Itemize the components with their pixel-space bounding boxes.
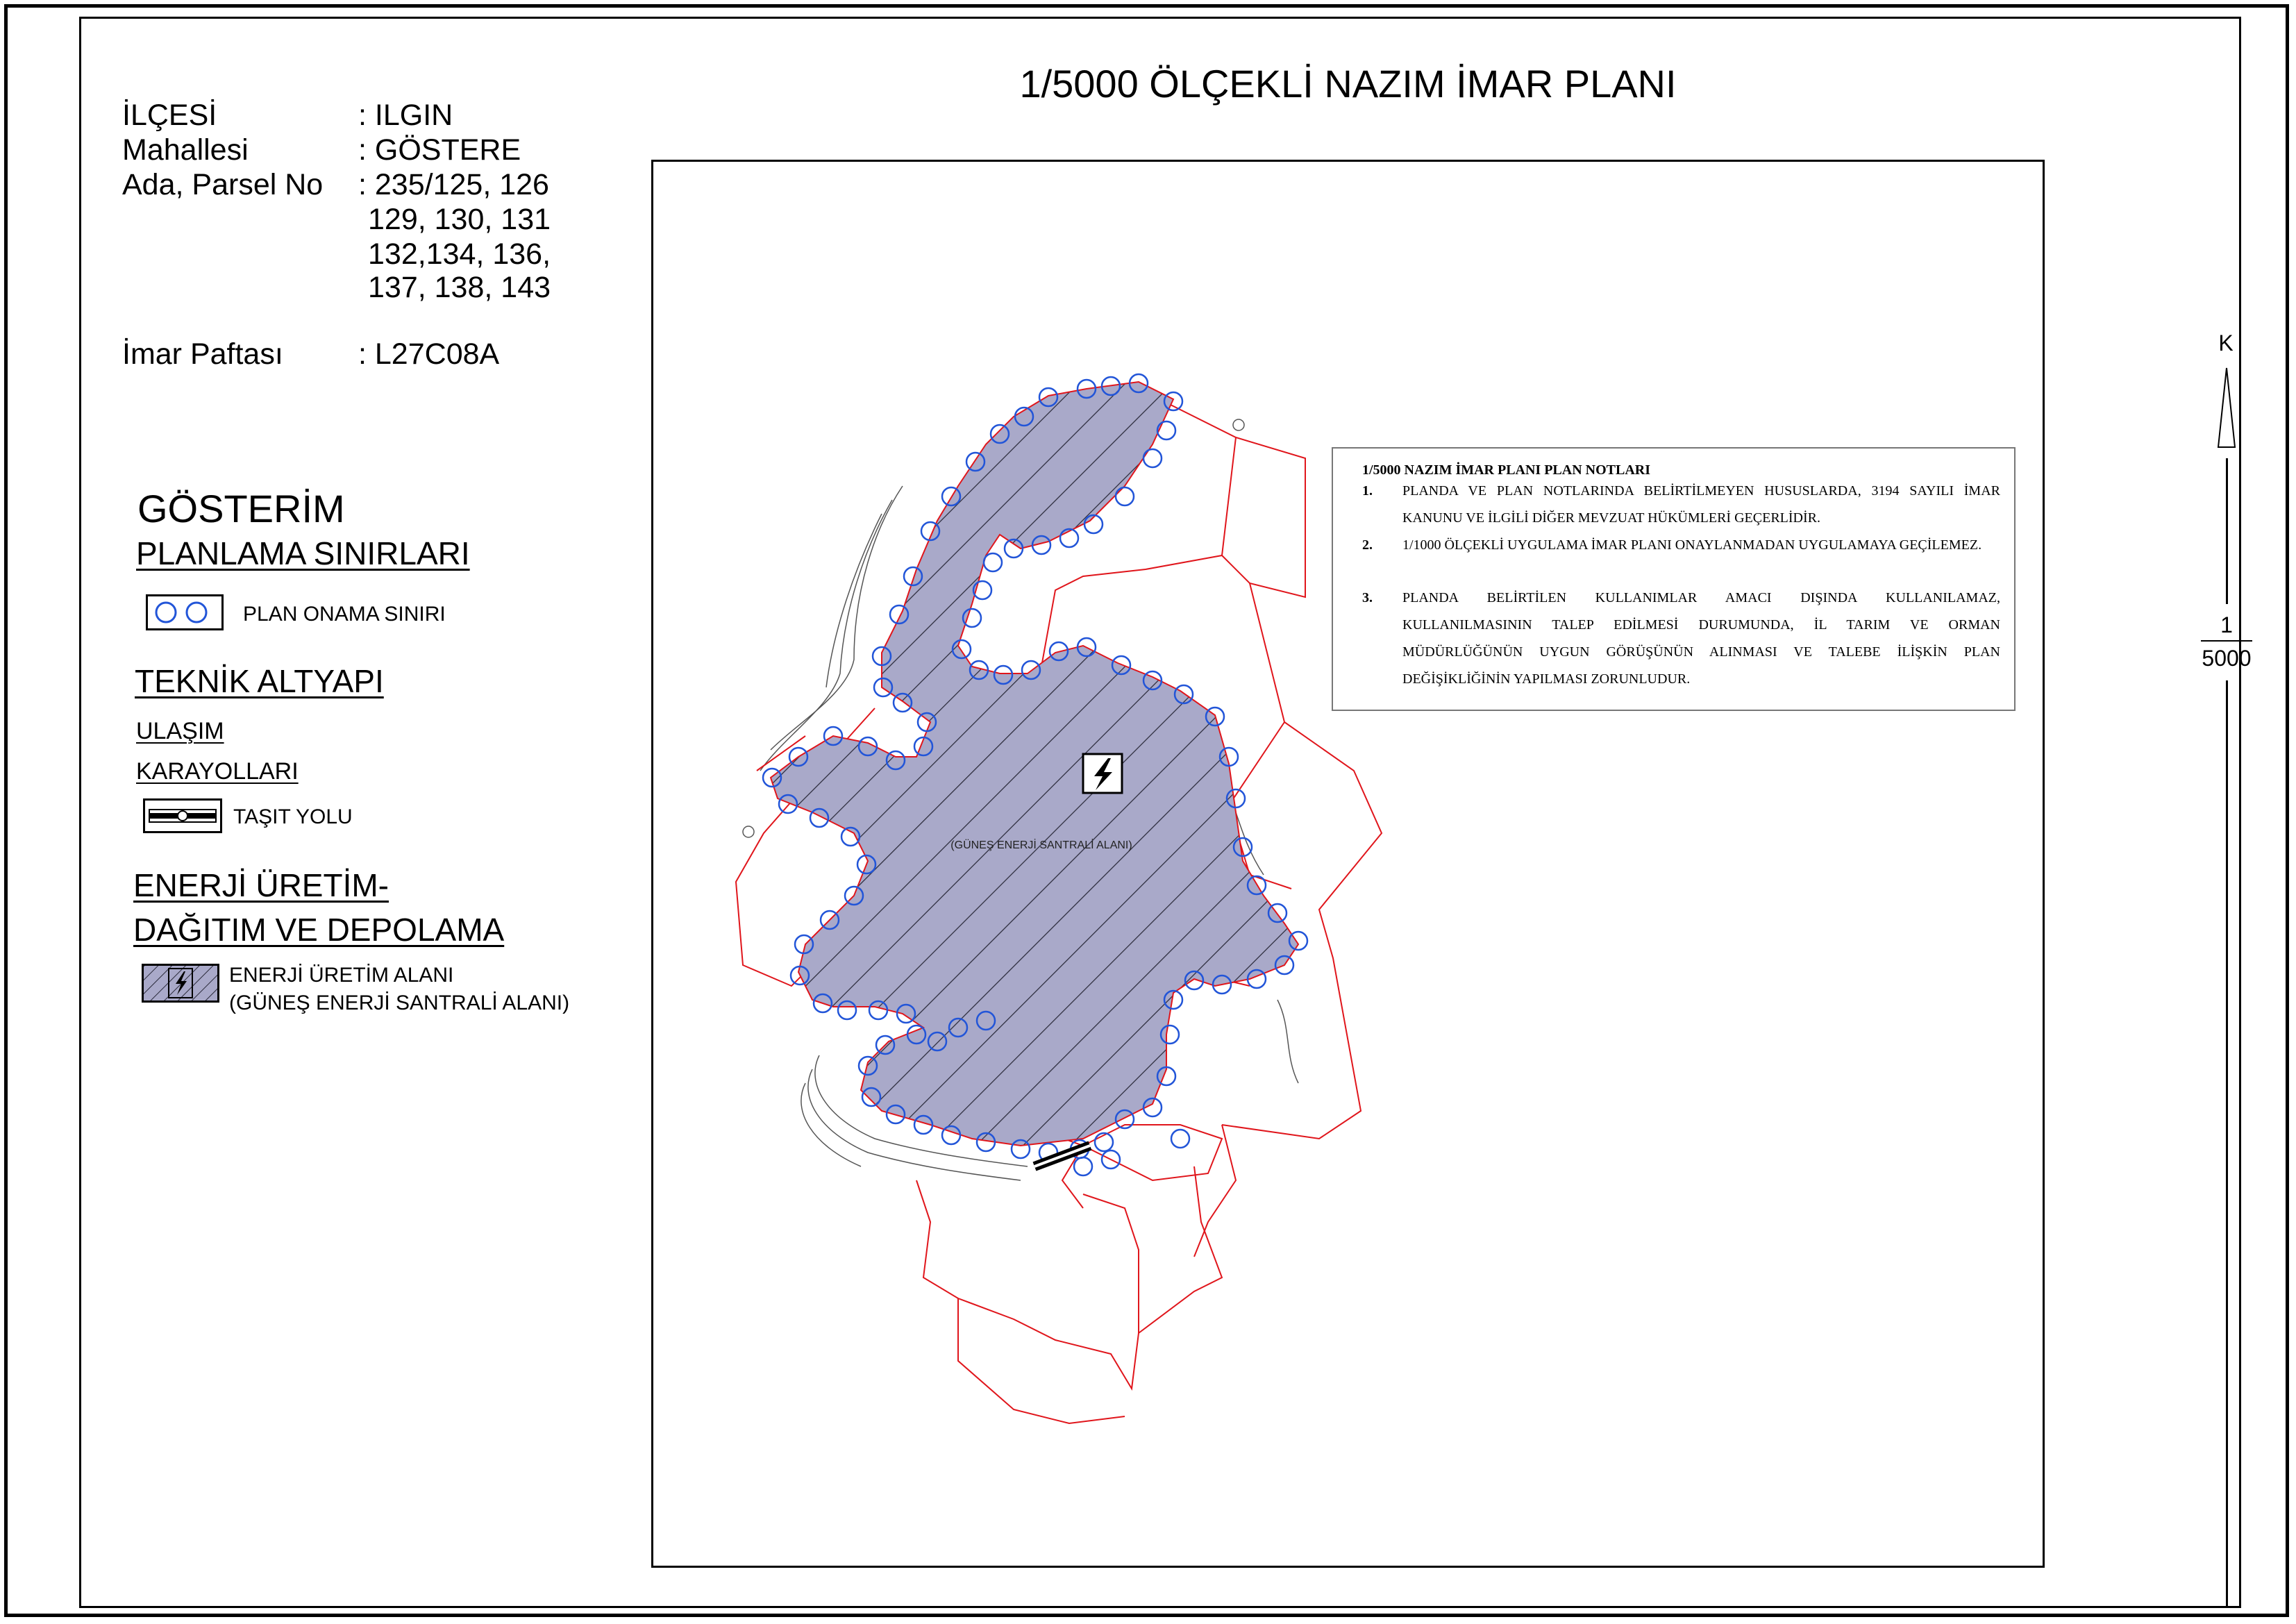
road-icon: [145, 801, 220, 831]
district-label: İLÇESİ: [122, 99, 217, 132]
parcel-line: 129, 130, 131: [368, 203, 551, 236]
energy-heading-1: ENERJİ ÜRETİM-: [133, 867, 389, 903]
north-arrow-icon: [2216, 367, 2237, 450]
energy-hatch-icon: [144, 966, 217, 1001]
sheet-value: : L27C08A: [358, 337, 500, 371]
parcel-label: Ada, Parsel No: [122, 168, 324, 201]
plan-note-text: PLANDA VE PLAN NOTLARINDA BELİRTİLMEYEN HUSUSLARDA, 3194 SAYILI İMAR KANUNU VE İLGİLİ DİĞER MEVZUAT HÜKÜMLERİ GEÇERLİDİR.: [1402, 483, 2000, 526]
parcel-line: : 235/125, 126: [358, 168, 549, 201]
parcel-line: 132,134, 136,: [368, 237, 551, 271]
highways-heading: KARAYOLLARI: [136, 758, 299, 785]
page-title: 1/5000 ÖLÇEKLİ NAZIM İMAR PLANI: [1019, 62, 1677, 106]
energy-heading-2: DAĞITIM VE DEPOLAMA: [133, 912, 505, 948]
road-swatch: [143, 798, 222, 833]
transport-heading: ULAŞIM: [136, 718, 224, 744]
tech-heading: TEKNİK ALTYAPI: [135, 663, 384, 699]
plan-notes-title: 1/5000 NAZIM İMAR PLANI PLAN NOTLARI: [1362, 462, 1651, 478]
plan-note-number: 1.: [1362, 483, 1373, 499]
scale-divider: [2201, 640, 2252, 642]
energy-area-label-2: (GÜNEŞ ENERJİ SANTRALİ ALANI): [229, 991, 570, 1014]
road-label: TAŞIT YOLU: [233, 805, 353, 828]
plan-note-number: 2.: [1362, 537, 1373, 553]
neighbourhood-value: : GÖSTERE: [358, 133, 521, 167]
north-label: K: [2218, 330, 2234, 355]
energy-symbol: [1083, 754, 1122, 793]
plan-notes-box: [1332, 447, 2016, 711]
scale-denominator: 5000: [2202, 646, 2252, 671]
energy-area: [771, 382, 1298, 1146]
north-line: [2226, 458, 2228, 604]
road-segment: [1034, 1146, 1090, 1166]
energy-area-label-1: ENERJİ ÜRETİM ALANI: [229, 964, 454, 987]
parcel-line: 137, 138, 143: [368, 271, 551, 304]
plan-note: [1362, 585, 2000, 693]
energy-area-swatch: [142, 964, 219, 1003]
planning-heading: PLANLAMA SINIRLARI: [136, 535, 470, 571]
plan-note-text: 1/1000 ÖLÇEKLİ UYGULAMA İMAR PLANI ONAYLANMADAN UYGULAMAYA GEÇİLEMEZ.: [1402, 537, 1982, 553]
district-value: : ILGIN: [358, 99, 453, 132]
boundary-circles-icon: [148, 596, 221, 628]
plan-boundary-swatch: [146, 594, 224, 630]
plan-note: [1362, 478, 2000, 532]
plan-boundary-label: PLAN ONAMA SINIRI: [243, 603, 446, 626]
legend-heading: GÖSTERİM: [137, 487, 345, 530]
area-label: (GÜNEŞ ENERJİ SANTRALİ ALANI): [950, 839, 1132, 851]
plan-map: [653, 162, 2043, 1566]
plan-note: [1362, 532, 2000, 559]
plan-note-number: 3.: [1362, 590, 1373, 605]
plan-note-text: PLANDA BELİRTİLEN KULLANIMLAR AMACI DIŞINDA KULLANILAMAZ, KULLANILMASININ TALEP EDİLMESİ DURUMUNDA, İL TARIM VE ORMAN MÜDÜRLÜĞÜNÜN UYGUN GÖRÜŞÜNÜN ALINMASI VE TALEBE İLİŞKİN PLAN DEĞİŞİKLİĞİNİN YAPILMASI ZORUNLUDUR.: [1402, 590, 2000, 687]
scale-line-lower: [2226, 680, 2228, 1608]
neighbourhood-label: Mahallesi: [122, 133, 249, 167]
sheet-label: İmar Paftası: [122, 337, 283, 371]
scale-numerator: 1: [2220, 612, 2233, 637]
